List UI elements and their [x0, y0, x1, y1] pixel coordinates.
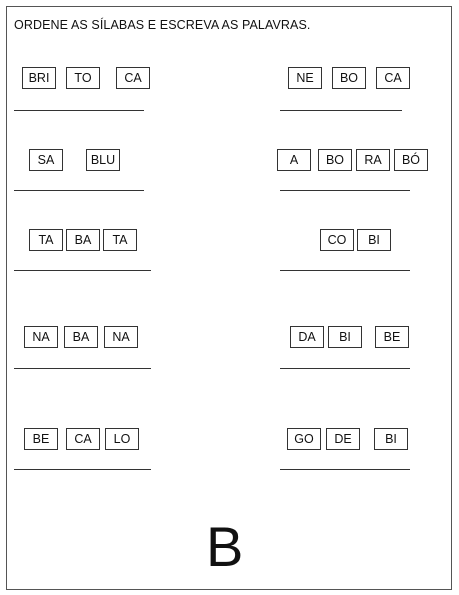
syllable-box: BÓ	[394, 149, 428, 171]
answer-line[interactable]	[14, 469, 151, 470]
syllable-box: TA	[103, 229, 137, 251]
syllable-box: BO	[318, 149, 352, 171]
syllable-box: NA	[24, 326, 58, 348]
syllable-box: CA	[66, 428, 100, 450]
syllable-box: BE	[24, 428, 58, 450]
syllable-box: BRI	[22, 67, 56, 89]
syllable-box: CA	[376, 67, 410, 89]
syllable-box: BO	[332, 67, 366, 89]
syllable-box: BI	[374, 428, 408, 450]
answer-line[interactable]	[14, 190, 144, 191]
syllable-box: GO	[287, 428, 321, 450]
answer-line[interactable]	[280, 469, 410, 470]
syllable-box: DE	[326, 428, 360, 450]
answer-line[interactable]	[280, 110, 402, 111]
syllable-box: LO	[105, 428, 139, 450]
answer-line[interactable]	[280, 368, 410, 369]
syllable-box: BI	[357, 229, 391, 251]
syllable-box: BI	[328, 326, 362, 348]
answer-line[interactable]	[14, 368, 151, 369]
syllable-box: BA	[66, 229, 100, 251]
answer-line[interactable]	[280, 270, 410, 271]
syllable-box: A	[277, 149, 311, 171]
syllable-box: BE	[375, 326, 409, 348]
syllable-box: RA	[356, 149, 390, 171]
syllable-box: DA	[290, 326, 324, 348]
answer-line[interactable]	[280, 190, 410, 191]
syllable-box: BA	[64, 326, 98, 348]
worksheet	[6, 6, 452, 590]
syllable-box: SA	[29, 149, 63, 171]
syllable-box: TO	[66, 67, 100, 89]
syllable-box: NA	[104, 326, 138, 348]
syllable-box: TA	[29, 229, 63, 251]
syllable-box: CO	[320, 229, 354, 251]
syllable-box: BLU	[86, 149, 120, 171]
syllable-box: NE	[288, 67, 322, 89]
answer-line[interactable]	[14, 110, 144, 111]
answer-line[interactable]	[14, 270, 151, 271]
instruction-text: ORDENE AS SÍLABAS E ESCREVA AS PALAVRAS.	[14, 18, 311, 32]
syllable-box: CA	[116, 67, 150, 89]
featured-letter: B	[206, 515, 244, 578]
